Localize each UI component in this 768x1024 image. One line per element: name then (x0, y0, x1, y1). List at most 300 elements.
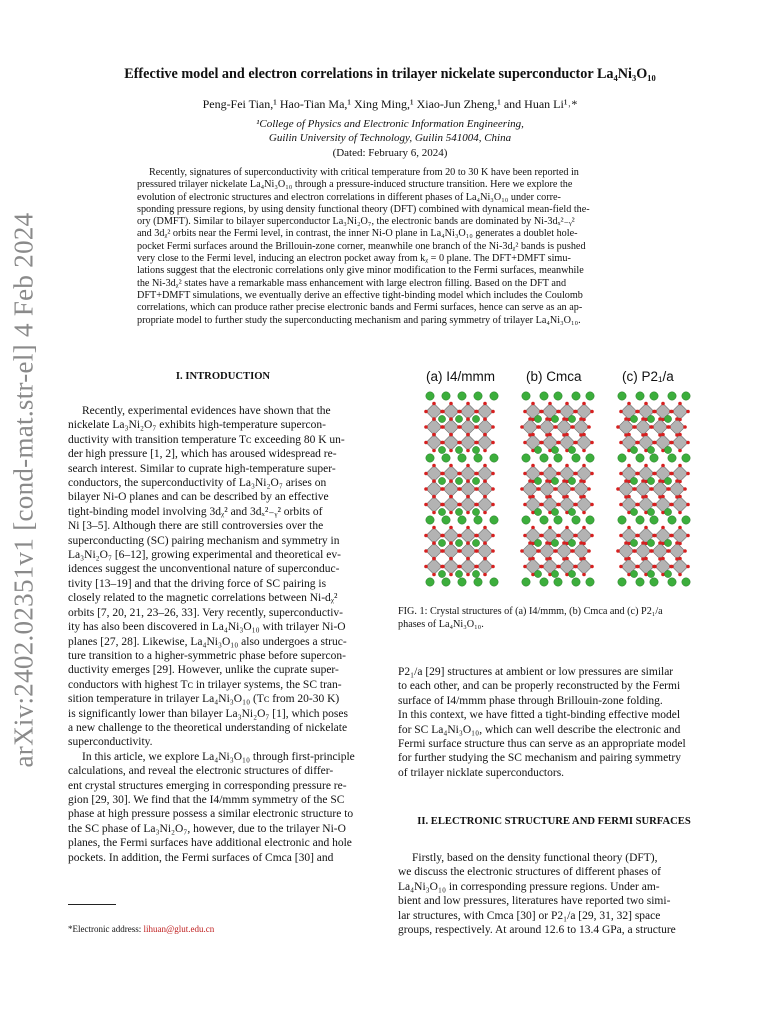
oxygen-atom (548, 557, 552, 561)
lanthanum-atom (647, 508, 654, 515)
oxygen-atom (587, 487, 591, 491)
lanthanum-atom (551, 539, 558, 546)
nio6-octahedron (477, 466, 493, 482)
abstract-line: pocket Fermi surfaces around the Brillouin-zone corner, meanwhile one branch of the Ni-3dᵪ² bands is pushed (137, 240, 586, 252)
lanthanum-atom (474, 454, 482, 462)
oxygen-atom (424, 487, 428, 491)
oxygen-atom (686, 565, 690, 569)
lanthanum-atom (534, 446, 541, 453)
oxygen-atom (491, 410, 495, 414)
text-line: is significantly lower than bilayer La₃Ni₂O₇ [1], which poses (68, 707, 348, 720)
lanthanum-atom (572, 454, 580, 462)
oxygen-atom (678, 495, 682, 499)
oxygen-atom (491, 472, 495, 476)
oxygen-atom (675, 541, 679, 545)
text-line: Recently, experimental evidences have shown that the (82, 405, 331, 417)
oxygen-atom (528, 417, 532, 421)
oxygen-atom (554, 425, 558, 429)
oxygen-atom (650, 487, 654, 491)
oxygen-atom (661, 557, 665, 561)
oxygen-atom (523, 410, 527, 414)
lanthanum-atom (630, 446, 637, 453)
oxygen-atom (590, 534, 594, 538)
nio6-octahedron (672, 497, 688, 513)
lanthanum-atom (455, 508, 462, 515)
text-line: gion [29, 30]. We find that the I4/mmm symmetry of the SC (68, 793, 345, 806)
lanthanum-atom (630, 477, 637, 484)
oxygen-atom (582, 449, 586, 453)
oxygen-atom (619, 410, 623, 414)
text-line: nickelate La₃Ni₂O₇ exhibits high-temperature supercon- (68, 419, 326, 432)
nio6-octahedron (669, 481, 685, 497)
oxygen-atom (670, 534, 674, 538)
text-line: orbits [7, 20, 21, 23–26, 33]. Very recently, superconductiv- (68, 606, 343, 619)
text-line: superconductivity. (68, 736, 153, 749)
lanthanum-atom (426, 578, 434, 586)
lanthanum-atom (668, 578, 676, 586)
oxygen-atom (466, 464, 470, 468)
nio6-octahedron (672, 466, 688, 482)
oxygen-atom (670, 441, 674, 445)
oxygen-atom (633, 425, 637, 429)
oxygen-atom (565, 557, 569, 561)
panel-label-c: (c) P2₁/a (622, 369, 674, 384)
oxygen-atom (466, 573, 470, 577)
text-line: planes, the Fermi surfaces have additional electronic and hole (68, 837, 352, 850)
lanthanum-atom (472, 539, 479, 546)
abstract-line: pressured trilayer nickelate La₄Ni₃O₁₀ through a pressure-induced structure transition. Here we explore the (137, 179, 573, 191)
lanthanum-atom (534, 477, 541, 484)
oxygen-atom (571, 549, 575, 553)
lanthanum-atom (682, 392, 690, 400)
email-link[interactable]: lihuan@glut.edu.cn (143, 924, 215, 934)
oxygen-atom (641, 541, 645, 545)
oxygen-atom (491, 534, 495, 538)
oxygen-atom (466, 433, 470, 437)
text-line: conductors with highest Tᴄ in trilayer systems, the SC tran- (68, 678, 342, 691)
oxygen-atom (574, 534, 578, 538)
oxygen-atom (466, 557, 470, 561)
oxygen-atom (483, 541, 487, 545)
affiliation-line-2: Guilin University of Technology, Guilin 541004, China (268, 132, 512, 144)
oxygen-atom (449, 573, 453, 577)
lanthanum-atom (586, 578, 594, 586)
oxygen-atom (641, 417, 645, 421)
oxygen-atom (523, 565, 527, 569)
oxygen-atom (540, 503, 544, 507)
lanthanum-atom (438, 446, 445, 453)
lanthanum-atom (664, 415, 671, 422)
crystal-structure-a (424, 392, 498, 586)
oxygen-atom (523, 503, 527, 507)
lanthanum-atom (668, 392, 676, 400)
nio6-octahedron (477, 543, 493, 559)
oxygen-atom (432, 464, 436, 468)
oxygen-atom (432, 541, 436, 545)
right-paragraph-2 (398, 851, 710, 937)
oxygen-atom (653, 565, 657, 569)
lanthanum-atom (490, 516, 498, 524)
oxygen-atom (644, 526, 648, 530)
nio6-octahedron (669, 419, 685, 435)
oxygen-atom (619, 441, 623, 445)
text-line: Ni [3–5]. Although there are still controversies over the (68, 520, 324, 533)
oxygen-atom (616, 549, 620, 553)
lanthanum-atom (438, 415, 445, 422)
oxygen-atom (670, 565, 674, 569)
text-line: for further studying the SC mechanism and pairing symmetry (398, 752, 681, 765)
crystal-structure-c (616, 392, 690, 586)
lanthanum-atom (568, 477, 575, 484)
oxygen-atom (587, 549, 591, 553)
nio6-octahedron (477, 404, 493, 420)
oxygen-atom (531, 495, 535, 499)
oxygen-atom (686, 534, 690, 538)
oxygen-atom (557, 534, 561, 538)
oxygen-atom (466, 402, 470, 406)
oxygen-atom (579, 479, 583, 483)
lanthanum-atom (554, 516, 562, 524)
oxygen-atom (582, 557, 586, 561)
oxygen-atom (424, 425, 428, 429)
oxygen-atom (483, 433, 487, 437)
nio6-octahedron (477, 528, 493, 544)
oxygen-atom (528, 541, 532, 545)
oxygen-atom (579, 417, 583, 421)
oxygen-atom (458, 487, 462, 491)
lanthanum-atom (551, 508, 558, 515)
oxygen-atom (627, 464, 631, 468)
oxygen-atom (590, 503, 594, 507)
lanthanum-atom (442, 516, 450, 524)
text-line: surface of I4/mmm phase through Brillouin-zone folding. (398, 694, 663, 707)
lanthanum-atom (568, 539, 575, 546)
lanthanum-atom (682, 516, 690, 524)
oxygen-atom (678, 511, 682, 515)
oxygen-atom (548, 464, 552, 468)
oxygen-atom (441, 534, 445, 538)
oxygen-atom (449, 433, 453, 437)
oxygen-atom (458, 549, 462, 553)
oxygen-atom (475, 503, 479, 507)
lanthanum-atom (554, 578, 562, 586)
text-line: superconducting (SC) pairing mechanism and symmetry in (68, 534, 340, 547)
oxygen-atom (686, 441, 690, 445)
text-line: pockets. In addition, the Fermi surfaces of Cmca [30] and (68, 851, 334, 864)
oxygen-atom (653, 410, 657, 414)
oxygen-atom (661, 526, 665, 530)
lanthanum-atom (474, 516, 482, 524)
lanthanum-atom (522, 516, 530, 524)
oxygen-atom (449, 557, 453, 561)
lanthanum-atom (458, 392, 466, 400)
oxygen-atom (686, 472, 690, 476)
text-line: the SC phase of La₃Ni₂O₇, however, due to the trilayer Ni-O (68, 822, 346, 835)
oxygen-atom (458, 472, 462, 476)
oxygen-atom (441, 441, 445, 445)
oxygen-atom (424, 410, 428, 414)
oxygen-atom (548, 495, 552, 499)
oxygen-atom (528, 479, 532, 483)
oxygen-atom (449, 495, 453, 499)
oxygen-atom (678, 557, 682, 561)
oxygen-atom (540, 565, 544, 569)
oxygen-atom (432, 402, 436, 406)
abstract-line: sponding pressure regions, by using density functional theory (DFT) combined with dynamical mean-field the- (137, 203, 590, 215)
oxygen-atom (441, 487, 445, 491)
lanthanum-atom (668, 454, 676, 462)
oxygen-atom (624, 417, 628, 421)
text-line: der high pressure [1, 2], which has aroused widespread re- (68, 448, 337, 461)
abstract-line: and 3dᵪ² orbits near the Fermi level, in contrast, the inner Ni-O plane in La₄Ni₃O₁₀ generates a doublet hole- (137, 228, 578, 240)
oxygen-atom (523, 472, 527, 476)
oxygen-atom (678, 573, 682, 577)
text-line: for SC La₄Ni₃O₁₀, which can well describe the electronic and (398, 723, 681, 736)
oxygen-atom (458, 503, 462, 507)
oxygen-atom (475, 472, 479, 476)
text-line: idences suggest the unconventional nature of superconduc- (68, 563, 340, 576)
oxygen-atom (565, 433, 569, 437)
lanthanum-atom (664, 508, 671, 515)
lanthanum-atom (682, 578, 690, 586)
panel-label-a: (a) I4/mmm (426, 369, 495, 384)
lanthanum-atom (472, 570, 479, 577)
oxygen-atom (441, 425, 445, 429)
oxygen-atom (574, 472, 578, 476)
oxygen-atom (491, 425, 495, 429)
lanthanum-atom (636, 454, 644, 462)
oxygen-atom (475, 534, 479, 538)
oxygen-atom (627, 557, 631, 561)
oxygen-atom (590, 441, 594, 445)
oxygen-atom (557, 441, 561, 445)
oxygen-atom (540, 441, 544, 445)
lanthanum-atom (647, 570, 654, 577)
lanthanum-atom (650, 578, 658, 586)
oxygen-atom (491, 503, 495, 507)
oxygen-atom (449, 449, 453, 453)
oxygen-atom (449, 402, 453, 406)
lanthanum-atom (682, 454, 690, 462)
oxygen-atom (571, 425, 575, 429)
text-line: search interest. Similar to cuprate high-temperature super- (68, 462, 336, 475)
lanthanum-atom (455, 570, 462, 577)
lanthanum-atom (438, 508, 445, 515)
oxygen-atom (675, 479, 679, 483)
oxygen-atom (475, 425, 479, 429)
text-line: conductors, the superconductivity of La₃Ni₂O₇ arises on (68, 477, 327, 490)
text-line: ity has also been discovered in La₄Ni₃O₁₀ with trilayer Ni-O (68, 621, 346, 634)
oxygen-atom (653, 503, 657, 507)
text-line: In this article, we explore La₄Ni₃O₁₀ through first-principle (82, 750, 355, 763)
oxygen-atom (624, 479, 628, 483)
lanthanum-atom (426, 454, 434, 462)
nio6-octahedron (576, 404, 592, 420)
oxygen-atom (458, 425, 462, 429)
intro-column (68, 404, 376, 865)
lanthanum-atom (647, 446, 654, 453)
oxygen-atom (619, 472, 623, 476)
oxygen-atom (449, 511, 453, 515)
oxygen-atom (633, 487, 637, 491)
oxygen-atom (466, 449, 470, 453)
lanthanum-atom (455, 477, 462, 484)
oxygen-atom (624, 541, 628, 545)
oxygen-atom (548, 526, 552, 530)
oxygen-atom (667, 549, 671, 553)
oxygen-atom (531, 557, 535, 561)
text-line: bient and low pressures, literatures have reported two simi- (398, 895, 671, 908)
oxygen-atom (667, 487, 671, 491)
footnote-rule (68, 904, 116, 905)
figure-caption-line-2: phases of La₄Ni₃O₁₀. (398, 619, 484, 630)
oxygen-atom (562, 541, 566, 545)
lanthanum-atom (572, 516, 580, 524)
oxygen-atom (520, 425, 524, 429)
abstract-line: correlations, which can produce rather precise electronic bands and Fermi surfaces, hence can serve as an ap- (137, 302, 583, 314)
oxygen-atom (675, 417, 679, 421)
oxygen-atom (582, 433, 586, 437)
nio6-octahedron (672, 435, 688, 451)
text-line: P2₁/a [29] structures at ambient or low pressures are similar (398, 666, 674, 678)
oxygen-atom (432, 495, 436, 499)
oxygen-atom (458, 534, 462, 538)
oxygen-atom (441, 503, 445, 507)
nio6-octahedron (576, 497, 592, 513)
oxygen-atom (523, 441, 527, 445)
author-list: Peng-Fei Tian,¹ Hao-Tian Ma,¹ Xing Ming,¹ Xiao-Jun Zheng,¹ and Huan Li¹˒* (202, 97, 578, 111)
affiliation-line-1: ¹College of Physics and Electronic Information Engineering, (256, 118, 524, 130)
oxygen-atom (627, 433, 631, 437)
oxygen-atom (650, 425, 654, 429)
oxygen-atom (424, 472, 428, 476)
oxygen-atom (678, 464, 682, 468)
oxygen-atom (424, 441, 428, 445)
oxygen-atom (590, 410, 594, 414)
oxygen-atom (540, 472, 544, 476)
lanthanum-atom (586, 454, 594, 462)
text-line: tivity [13–19] and that the driving force of SC pairing is (68, 577, 327, 590)
oxygen-atom (636, 410, 640, 414)
lanthanum-atom (442, 454, 450, 462)
text-line: Firstly, based on the density functional theory (DFT), (412, 852, 658, 864)
lanthanum-atom (664, 446, 671, 453)
lanthanum-atom (568, 570, 575, 577)
text-line: groups, respectively. At around 12.6 to 13.4 GPa, a structure (398, 924, 676, 937)
oxygen-atom (574, 565, 578, 569)
text-line: of trilayer nicklate superconductors. (398, 766, 565, 779)
oxygen-atom (432, 526, 436, 530)
oxygen-atom (670, 503, 674, 507)
oxygen-atom (483, 402, 487, 406)
oxygen-atom (636, 503, 640, 507)
oxygen-atom (683, 425, 687, 429)
lanthanum-atom (551, 570, 558, 577)
lanthanum-atom (534, 570, 541, 577)
lanthanum-atom (472, 415, 479, 422)
abstract (137, 167, 637, 327)
nio6-octahedron (672, 404, 688, 420)
text-line: sition temperature in trilayer La₄Ni₃O₁₀ (Tᴄ from 20-30 K) (68, 693, 340, 706)
lanthanum-atom (438, 539, 445, 546)
oxygen-atom (644, 495, 648, 499)
nio6-octahedron (576, 466, 592, 482)
lanthanum-atom (455, 415, 462, 422)
figure-caption (398, 605, 712, 631)
paper-title: Effective model and electron correlations in trilayer nickelate superconductor La₄Ni₃O₁₀ (124, 66, 656, 82)
nio6-octahedron (477, 497, 493, 513)
oxygen-atom (678, 526, 682, 530)
oxygen-atom (661, 402, 665, 406)
oxygen-atom (475, 441, 479, 445)
oxygen-atom (658, 541, 662, 545)
oxygen-atom (582, 511, 586, 515)
oxygen-atom (540, 410, 544, 414)
lanthanum-atom (636, 516, 644, 524)
oxygen-atom (574, 503, 578, 507)
oxygen-atom (424, 549, 428, 553)
oxygen-atom (636, 534, 640, 538)
oxygen-atom (548, 433, 552, 437)
oxygen-atom (483, 464, 487, 468)
lanthanum-atom (472, 477, 479, 484)
oxygen-atom (582, 402, 586, 406)
nio6-octahedron (477, 559, 493, 575)
oxygen-atom (540, 534, 544, 538)
lanthanum-atom (568, 508, 575, 515)
oxygen-atom (644, 557, 648, 561)
lanthanum-atom (438, 570, 445, 577)
lanthanum-atom (534, 539, 541, 546)
lanthanum-atom (472, 508, 479, 515)
right-paragraph-1 (398, 665, 710, 780)
text-line: closely related to the magnetic correlations between Ni-dᵪ² (68, 592, 338, 605)
oxygen-atom (557, 472, 561, 476)
abstract-line: ory (DMFT). Similar to bilayer superconductor La₃Ni₂O₇, the electronic bands are dominated by Ni-3dₓ²₋ᵧ² (137, 216, 575, 228)
oxygen-atom (661, 495, 665, 499)
oxygen-atom (619, 503, 623, 507)
oxygen-atom (545, 479, 549, 483)
abstract-line: DFT+DMFT simulations, we eventually derive an effective tight-binding model which includes the Coulomb (137, 289, 583, 301)
oxygen-atom (475, 410, 479, 414)
lanthanum-atom (540, 516, 548, 524)
lanthanum-atom (490, 392, 498, 400)
lanthanum-atom (618, 578, 626, 586)
oxygen-atom (653, 534, 657, 538)
oxygen-atom (582, 464, 586, 468)
dated-line: (Dated: February 6, 2024) (332, 147, 448, 159)
arxiv-id[interactable]: arXiv:2402.02351v1 [cond-mat.str-el] 4 Feb 2024 (8, 212, 39, 768)
oxygen-atom (619, 565, 623, 569)
lanthanum-atom (618, 392, 626, 400)
lanthanum-atom (630, 508, 637, 515)
oxygen-atom (531, 526, 535, 530)
lanthanum-atom (458, 454, 466, 462)
oxygen-atom (641, 479, 645, 483)
oxygen-atom (441, 410, 445, 414)
oxygen-atom (658, 417, 662, 421)
nio6-octahedron (672, 559, 688, 575)
lanthanum-atom (636, 392, 644, 400)
oxygen-atom (537, 549, 541, 553)
oxygen-atom (466, 417, 470, 421)
lanthanum-atom (534, 415, 541, 422)
lanthanum-atom (647, 539, 654, 546)
lanthanum-atom (455, 539, 462, 546)
lanthanum-atom (647, 415, 654, 422)
oxygen-atom (658, 479, 662, 483)
oxygen-atom (670, 472, 674, 476)
